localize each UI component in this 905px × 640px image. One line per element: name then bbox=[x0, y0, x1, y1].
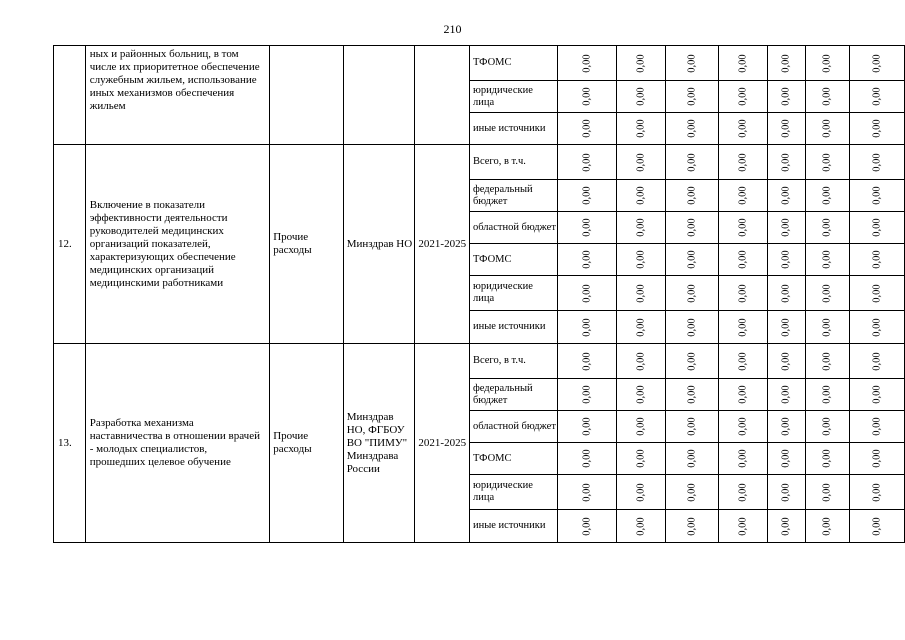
value-text: 0,00 bbox=[821, 87, 833, 106]
value-text: 0,00 bbox=[581, 482, 593, 502]
value-text: 0,00 bbox=[686, 482, 698, 502]
value-cell bbox=[849, 443, 904, 475]
value-cell bbox=[849, 212, 904, 244]
table-row bbox=[54, 145, 905, 180]
value-cell bbox=[557, 81, 616, 113]
table-row bbox=[54, 46, 905, 81]
value-cell bbox=[805, 510, 849, 543]
value-text: 0,00 bbox=[686, 317, 698, 337]
value-text: 0,00 bbox=[581, 516, 593, 536]
value-text: 0,00 bbox=[781, 385, 793, 404]
value-cell bbox=[849, 145, 904, 180]
funding-source-cell: юридические лица bbox=[469, 81, 557, 113]
page-number: 210 bbox=[443, 22, 462, 36]
value-cell bbox=[557, 311, 616, 344]
value-text: 0,00 bbox=[821, 283, 833, 303]
value-text: 0,00 bbox=[686, 283, 698, 303]
value-cell bbox=[805, 180, 849, 212]
value-text: 0,00 bbox=[635, 250, 647, 269]
value-text: 0,00 bbox=[821, 218, 833, 237]
value-cell bbox=[768, 113, 806, 145]
value-text: 0,00 bbox=[686, 186, 698, 205]
value-cell bbox=[805, 81, 849, 113]
value-cell bbox=[616, 443, 665, 475]
value-cell bbox=[768, 276, 806, 311]
value-text: 0,00 bbox=[781, 53, 793, 73]
value-text: 0,00 bbox=[871, 283, 883, 303]
funding-source-cell: областной бюджет bbox=[469, 411, 557, 443]
value-text: 0,00 bbox=[781, 482, 793, 502]
value-cell bbox=[666, 311, 718, 344]
value-cell bbox=[849, 379, 904, 411]
value-text: 0,00 bbox=[581, 87, 593, 106]
value-text: 0,00 bbox=[871, 351, 883, 371]
value-text: 0,00 bbox=[686, 351, 698, 371]
value-text: 0,00 bbox=[581, 317, 593, 337]
value-cell bbox=[616, 411, 665, 443]
value-cell bbox=[805, 344, 849, 379]
value-text: 0,00 bbox=[781, 351, 793, 371]
value-cell bbox=[849, 81, 904, 113]
funding-source-cell: юридические лица bbox=[469, 276, 557, 311]
value-cell bbox=[805, 475, 849, 510]
value-text: 0,00 bbox=[686, 417, 698, 436]
value-cell bbox=[718, 145, 767, 180]
value-cell bbox=[666, 145, 718, 180]
value-text: 0,00 bbox=[737, 87, 749, 106]
value-text: 0,00 bbox=[635, 482, 647, 502]
value-text: 0,00 bbox=[737, 351, 749, 371]
value-cell bbox=[666, 244, 718, 276]
period-cell: 2021-2025 bbox=[415, 145, 470, 344]
value-cell bbox=[768, 443, 806, 475]
value-text: 0,00 bbox=[781, 119, 793, 138]
value-text: 0,00 bbox=[581, 385, 593, 404]
value-text: 0,00 bbox=[821, 351, 833, 371]
value-cell bbox=[557, 212, 616, 244]
value-text: 0,00 bbox=[821, 449, 833, 468]
period-cell: 2021-2025 bbox=[415, 344, 470, 543]
value-cell bbox=[666, 276, 718, 311]
value-text: 0,00 bbox=[686, 53, 698, 73]
value-text: 0,00 bbox=[635, 385, 647, 404]
value-text: 0,00 bbox=[581, 283, 593, 303]
value-cell bbox=[718, 276, 767, 311]
value-text: 0,00 bbox=[871, 53, 883, 73]
value-text: 0,00 bbox=[581, 218, 593, 237]
funding-source-cell: ТФОМС bbox=[469, 244, 557, 276]
value-text: 0,00 bbox=[871, 119, 883, 138]
value-text: 0,00 bbox=[635, 516, 647, 536]
value-cell bbox=[849, 475, 904, 510]
value-cell bbox=[666, 81, 718, 113]
value-text: 0,00 bbox=[686, 385, 698, 404]
value-cell bbox=[768, 244, 806, 276]
value-cell bbox=[718, 510, 767, 543]
value-text: 0,00 bbox=[737, 119, 749, 138]
value-text: 0,00 bbox=[871, 482, 883, 502]
value-cell bbox=[557, 180, 616, 212]
value-cell bbox=[768, 46, 806, 81]
funding-source-cell: ТФОМС bbox=[469, 443, 557, 475]
value-cell bbox=[718, 113, 767, 145]
value-cell bbox=[718, 344, 767, 379]
value-text: 0,00 bbox=[686, 87, 698, 106]
value-cell bbox=[805, 113, 849, 145]
value-text: 0,00 bbox=[581, 152, 593, 172]
value-cell bbox=[616, 276, 665, 311]
value-cell bbox=[768, 212, 806, 244]
value-cell bbox=[666, 411, 718, 443]
value-text: 0,00 bbox=[635, 152, 647, 172]
value-cell bbox=[849, 244, 904, 276]
value-cell bbox=[768, 510, 806, 543]
value-text: 0,00 bbox=[871, 385, 883, 404]
measure-name-cell: ных и районных больниц, в том числе их приоритетное обеспечение служебным жильем, использование иных механизмов обеспечения жильем bbox=[85, 46, 269, 145]
value-text: 0,00 bbox=[581, 351, 593, 371]
value-cell bbox=[805, 379, 849, 411]
value-cell bbox=[557, 113, 616, 145]
value-text: 0,00 bbox=[871, 87, 883, 106]
value-text: 0,00 bbox=[737, 449, 749, 468]
funding-source-cell: федеральный бюджет bbox=[469, 180, 557, 212]
value-cell bbox=[805, 276, 849, 311]
value-text: 0,00 bbox=[686, 449, 698, 468]
value-text: 0,00 bbox=[871, 250, 883, 269]
value-cell bbox=[849, 344, 904, 379]
funding-source-cell: Всего, в т.ч. bbox=[469, 344, 557, 379]
value-text: 0,00 bbox=[635, 186, 647, 205]
value-cell bbox=[805, 145, 849, 180]
value-cell bbox=[805, 411, 849, 443]
value-text: 0,00 bbox=[635, 317, 647, 337]
value-text: 0,00 bbox=[581, 119, 593, 138]
funding-source-cell: иные источники bbox=[469, 113, 557, 145]
value-text: 0,00 bbox=[821, 119, 833, 138]
value-text: 0,00 bbox=[821, 516, 833, 536]
value-cell bbox=[768, 311, 806, 344]
value-text: 0,00 bbox=[686, 119, 698, 138]
funding-source-cell: юридические лица bbox=[469, 475, 557, 510]
organization-cell bbox=[343, 46, 415, 145]
value-cell bbox=[849, 276, 904, 311]
value-cell bbox=[718, 212, 767, 244]
value-cell bbox=[768, 81, 806, 113]
value-text: 0,00 bbox=[781, 218, 793, 237]
value-cell bbox=[557, 244, 616, 276]
value-text: 0,00 bbox=[821, 152, 833, 172]
value-cell bbox=[616, 344, 665, 379]
value-text: 0,00 bbox=[781, 250, 793, 269]
value-cell bbox=[557, 443, 616, 475]
funding-source-cell: ТФОМС bbox=[469, 46, 557, 81]
value-text: 0,00 bbox=[781, 186, 793, 205]
value-text: 0,00 bbox=[686, 250, 698, 269]
value-cell bbox=[849, 46, 904, 81]
value-cell bbox=[616, 180, 665, 212]
value-cell bbox=[616, 244, 665, 276]
funding-source-cell: иные источники bbox=[469, 311, 557, 344]
value-cell bbox=[768, 411, 806, 443]
value-text: 0,00 bbox=[581, 250, 593, 269]
value-text: 0,00 bbox=[635, 119, 647, 138]
value-text: 0,00 bbox=[686, 152, 698, 172]
value-text: 0,00 bbox=[871, 218, 883, 237]
value-text: 0,00 bbox=[871, 516, 883, 536]
value-cell bbox=[666, 379, 718, 411]
organization-cell: Минздрав НО, ФГБОУ ВО "ПИМУ" Минздрава России bbox=[343, 344, 415, 543]
value-cell bbox=[666, 510, 718, 543]
value-cell bbox=[557, 379, 616, 411]
value-cell bbox=[616, 311, 665, 344]
value-text: 0,00 bbox=[737, 317, 749, 337]
value-text: 0,00 bbox=[781, 283, 793, 303]
value-cell bbox=[805, 46, 849, 81]
value-text: 0,00 bbox=[737, 152, 749, 172]
value-cell bbox=[718, 311, 767, 344]
value-text: 0,00 bbox=[635, 218, 647, 237]
value-text: 0,00 bbox=[821, 417, 833, 436]
value-text: 0,00 bbox=[871, 317, 883, 337]
value-text: 0,00 bbox=[635, 351, 647, 371]
value-text: 0,00 bbox=[737, 385, 749, 404]
value-cell bbox=[557, 145, 616, 180]
row-number-cell bbox=[54, 46, 86, 145]
value-text: 0,00 bbox=[635, 53, 647, 73]
value-cell bbox=[768, 344, 806, 379]
value-cell bbox=[616, 46, 665, 81]
value-text: 0,00 bbox=[581, 417, 593, 436]
value-cell bbox=[805, 311, 849, 344]
funding-source-cell: областной бюджет bbox=[469, 212, 557, 244]
value-cell bbox=[557, 344, 616, 379]
value-cell bbox=[718, 411, 767, 443]
value-cell bbox=[805, 212, 849, 244]
funding-source-cell: федеральный бюджет bbox=[469, 379, 557, 411]
value-text: 0,00 bbox=[871, 417, 883, 436]
measure-name-cell: Разработка механизма наставничества в отношении врачей - молодых специалистов, прошедших целевое обучение bbox=[85, 344, 269, 543]
value-cell bbox=[557, 46, 616, 81]
value-text: 0,00 bbox=[635, 283, 647, 303]
row-number-cell: 13. bbox=[54, 344, 86, 543]
value-text: 0,00 bbox=[686, 218, 698, 237]
value-text: 0,00 bbox=[581, 449, 593, 468]
value-cell bbox=[849, 311, 904, 344]
table-row bbox=[54, 344, 905, 379]
value-text: 0,00 bbox=[821, 250, 833, 269]
funding-source-cell: иные источники bbox=[469, 510, 557, 543]
value-cell bbox=[616, 510, 665, 543]
value-cell bbox=[666, 212, 718, 244]
value-cell bbox=[616, 212, 665, 244]
value-text: 0,00 bbox=[821, 53, 833, 73]
value-text: 0,00 bbox=[871, 449, 883, 468]
organization-cell: Минздрав НО bbox=[343, 145, 415, 344]
value-text: 0,00 bbox=[635, 87, 647, 106]
value-cell bbox=[616, 145, 665, 180]
value-text: 0,00 bbox=[737, 417, 749, 436]
period-cell bbox=[415, 46, 470, 145]
value-text: 0,00 bbox=[781, 317, 793, 337]
value-cell bbox=[849, 180, 904, 212]
value-text: 0,00 bbox=[737, 283, 749, 303]
value-cell bbox=[666, 113, 718, 145]
value-text: 0,00 bbox=[737, 218, 749, 237]
value-cell bbox=[666, 443, 718, 475]
value-text: 0,00 bbox=[737, 53, 749, 73]
expense-type-cell: Прочие расходы bbox=[270, 344, 343, 543]
funding-source-cell: Всего, в т.ч. bbox=[469, 145, 557, 180]
value-cell bbox=[718, 244, 767, 276]
value-cell bbox=[849, 510, 904, 543]
expense-type-cell bbox=[270, 46, 343, 145]
value-cell bbox=[666, 180, 718, 212]
value-text: 0,00 bbox=[581, 186, 593, 205]
value-cell bbox=[616, 379, 665, 411]
value-text: 0,00 bbox=[781, 449, 793, 468]
value-cell bbox=[768, 379, 806, 411]
measure-name-cell: Включение в показатели эффективности деятельности руководителей медицинских организаций показателей, характеризующих обеспечение медицинских организаций медицинскими работниками bbox=[85, 145, 269, 344]
value-cell bbox=[718, 443, 767, 475]
value-text: 0,00 bbox=[821, 186, 833, 205]
value-cell bbox=[718, 81, 767, 113]
value-cell bbox=[805, 443, 849, 475]
value-cell bbox=[768, 145, 806, 180]
value-text: 0,00 bbox=[781, 417, 793, 436]
value-text: 0,00 bbox=[581, 53, 593, 73]
value-cell bbox=[616, 475, 665, 510]
value-cell bbox=[718, 180, 767, 212]
value-cell bbox=[849, 411, 904, 443]
value-cell bbox=[666, 46, 718, 81]
value-text: 0,00 bbox=[871, 186, 883, 205]
value-cell bbox=[616, 81, 665, 113]
value-text: 0,00 bbox=[737, 482, 749, 502]
row-number-cell: 12. bbox=[54, 145, 86, 344]
value-cell bbox=[666, 475, 718, 510]
value-text: 0,00 bbox=[737, 516, 749, 536]
value-cell bbox=[557, 276, 616, 311]
value-text: 0,00 bbox=[781, 87, 793, 106]
value-cell bbox=[768, 475, 806, 510]
value-cell bbox=[718, 475, 767, 510]
expense-type-cell: Прочие расходы bbox=[270, 145, 343, 344]
value-text: 0,00 bbox=[821, 385, 833, 404]
value-text: 0,00 bbox=[781, 516, 793, 536]
value-cell bbox=[768, 180, 806, 212]
program-table bbox=[53, 45, 905, 543]
value-text: 0,00 bbox=[821, 317, 833, 337]
value-text: 0,00 bbox=[635, 449, 647, 468]
value-cell bbox=[718, 46, 767, 81]
value-cell bbox=[805, 244, 849, 276]
value-text: 0,00 bbox=[821, 482, 833, 502]
value-text: 0,00 bbox=[781, 152, 793, 172]
value-cell bbox=[616, 113, 665, 145]
value-cell bbox=[666, 344, 718, 379]
value-cell bbox=[557, 411, 616, 443]
value-text: 0,00 bbox=[871, 152, 883, 172]
value-text: 0,00 bbox=[737, 250, 749, 269]
value-text: 0,00 bbox=[686, 516, 698, 536]
value-text: 0,00 bbox=[635, 417, 647, 436]
value-cell bbox=[718, 379, 767, 411]
value-cell bbox=[557, 475, 616, 510]
value-cell bbox=[557, 510, 616, 543]
value-cell bbox=[849, 113, 904, 145]
value-text: 0,00 bbox=[737, 186, 749, 205]
